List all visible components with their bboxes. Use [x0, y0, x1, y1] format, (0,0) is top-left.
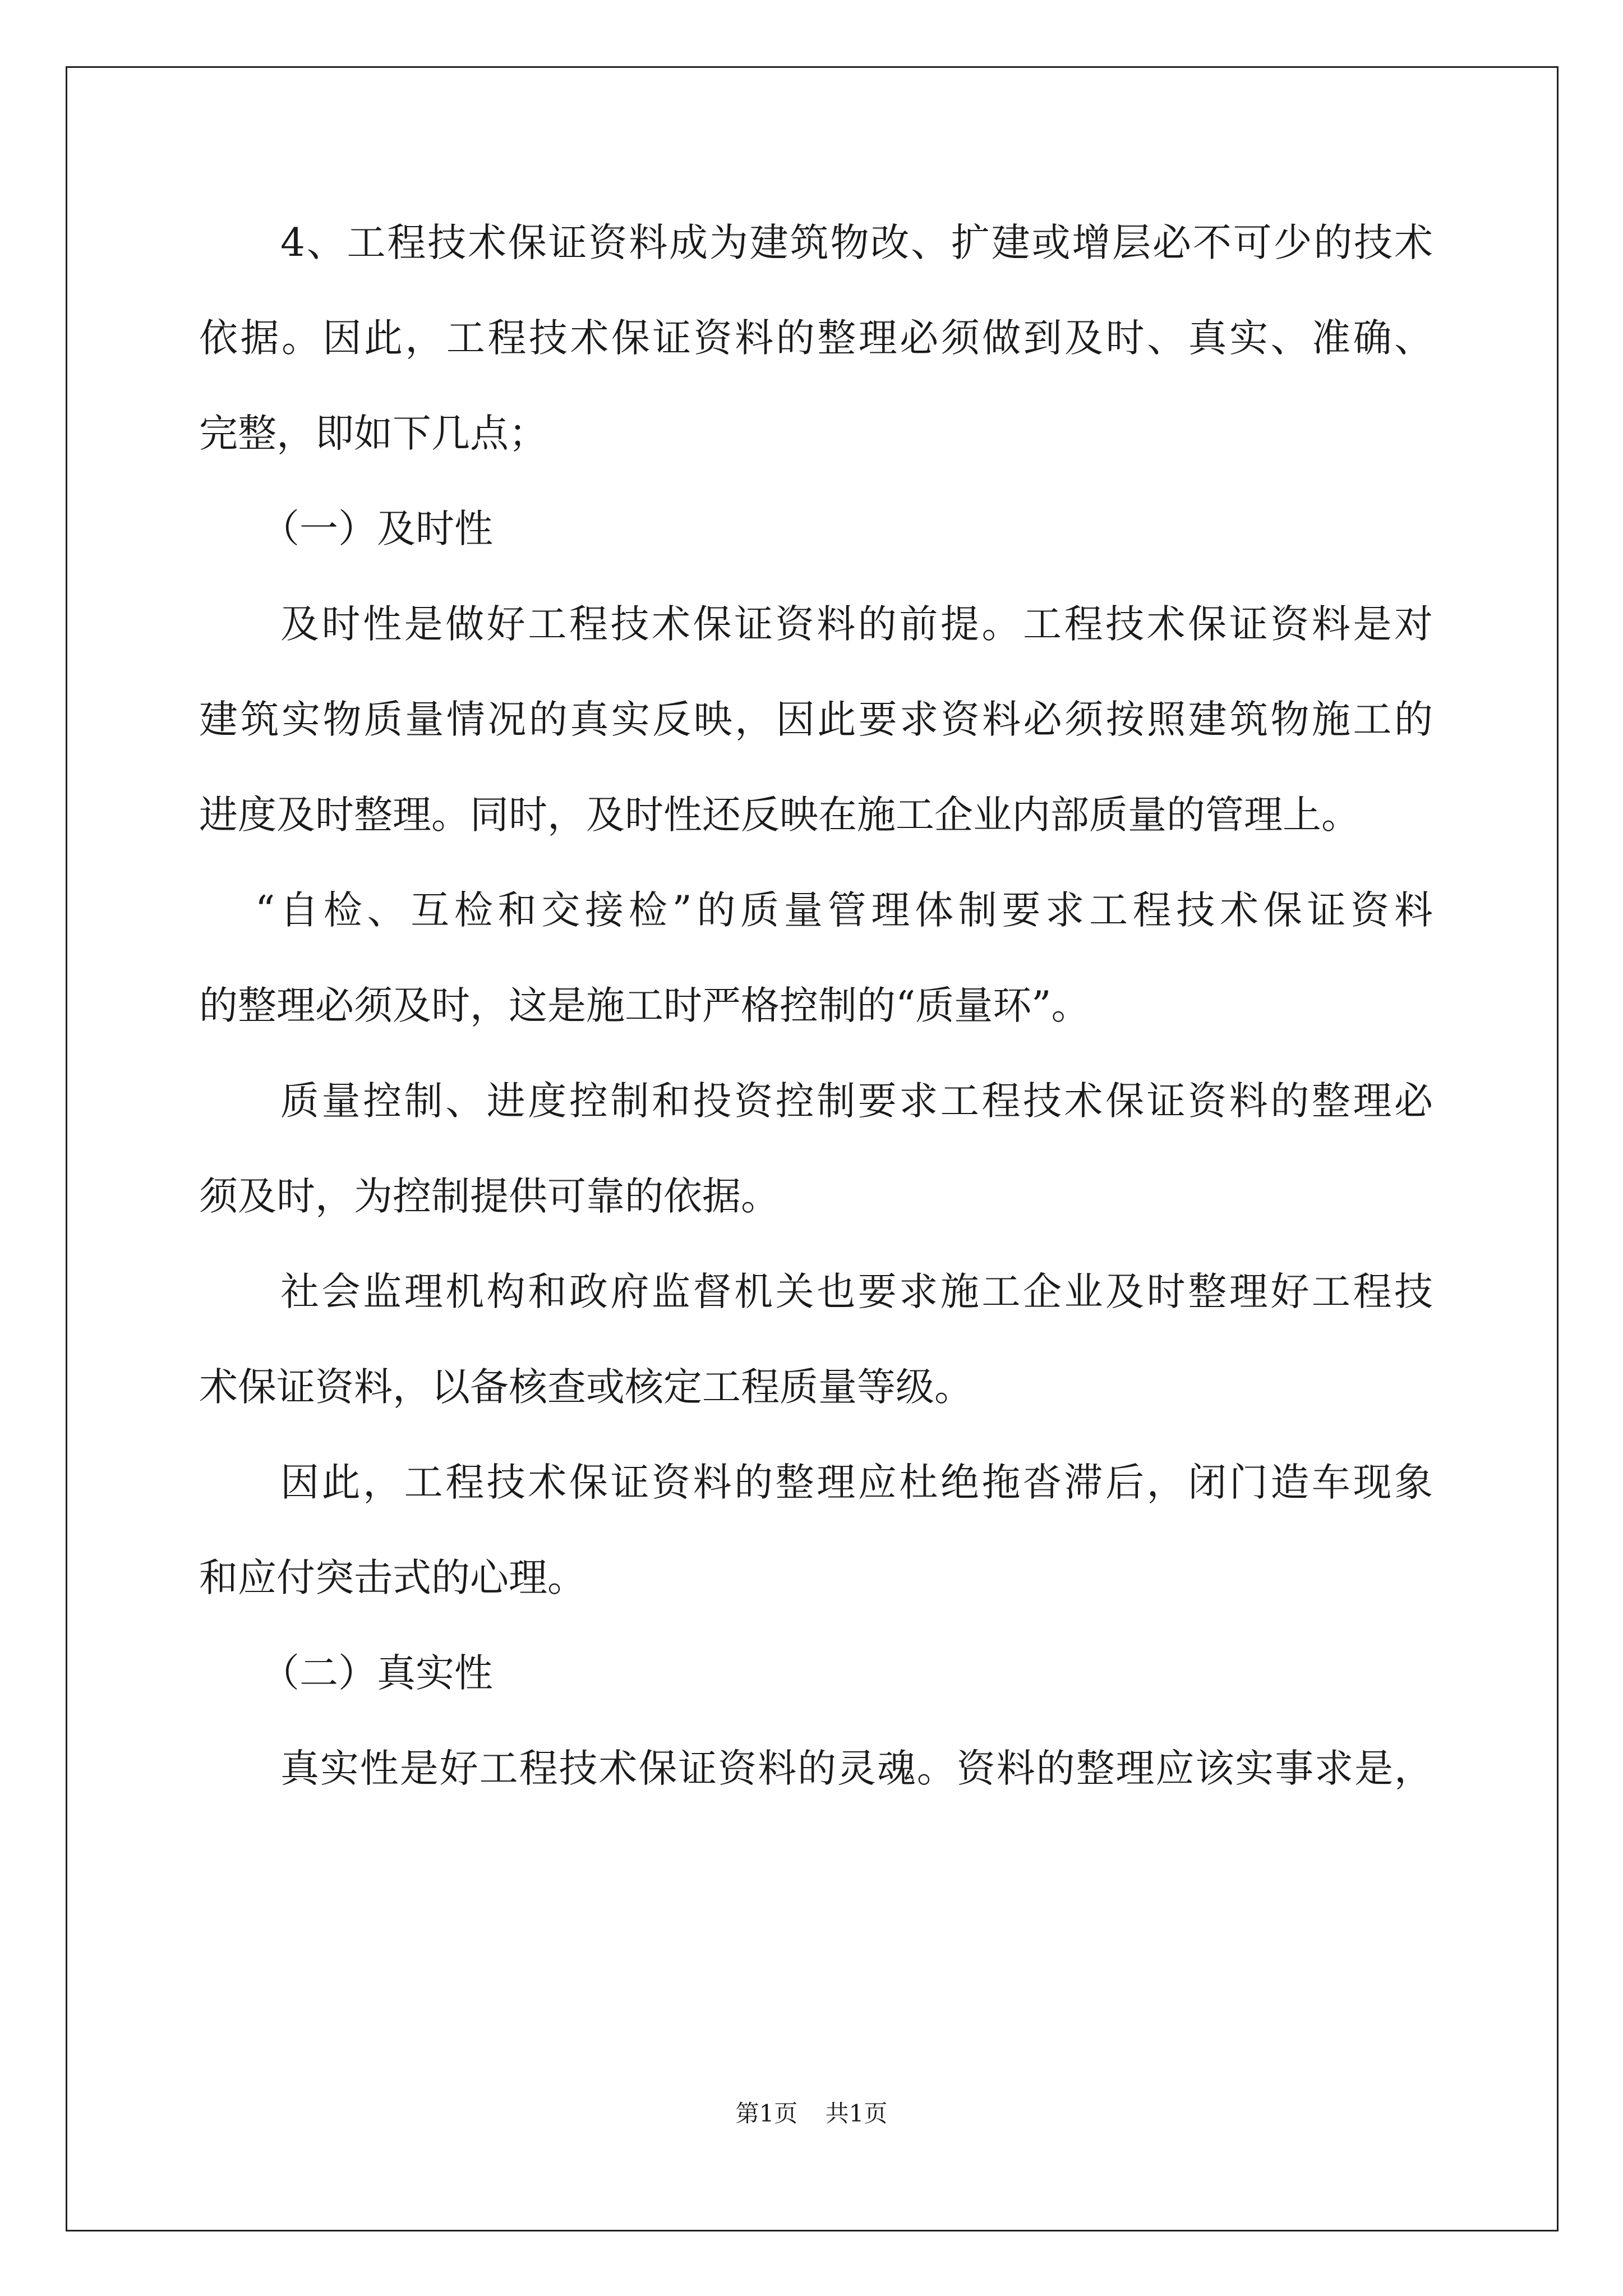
paragraph-line: 完整，即如下几点；: [199, 411, 547, 456]
paragraph-line: 4、工程技术保证资料成为建筑物改、扩建或增层必不可少的技术: [280, 220, 1433, 265]
paragraph-line: 质量控制、进度控制和投资控制要求工程技术保证资料的整理必: [280, 1079, 1433, 1124]
paragraph-line: 术保证资料，以备核查或核定工程质量等级。: [199, 1365, 973, 1410]
paragraph-line: 真实性是好工程技术保证资料的灵魂。资料的整理应该实事求是，: [280, 1746, 1433, 1791]
page-border: [66, 66, 1559, 2231]
paragraph-line: 因此，工程技术保证资料的整理应杜绝拖沓滞后，闭门造车现象: [280, 1460, 1433, 1505]
page-number-total: 共1页: [825, 2100, 888, 2127]
page-footer: [0, 2098, 1623, 2129]
paragraph-line: 依据。因此，工程技术保证资料的整理必须做到及时、真实、准确、: [199, 316, 1433, 361]
paragraph-line: 社会监理机构和政府监督机关也要求施工企业及时整理好工程技: [280, 1269, 1433, 1314]
paragraph-line: 及时性是做好工程技术保证资料的前提。工程技术保证资料是对: [280, 602, 1433, 647]
section-heading: （二）真实性: [261, 1651, 493, 1696]
paragraph-line: 进度及时整理。同时，及时性还反映在施工企业内部质量的管理上。: [199, 793, 1360, 838]
paragraph-line: 的整理必须及时，这是施工时严格控制的“质量环”。: [199, 983, 1090, 1028]
paragraph-line: 须及时，为控制提供可靠的依据。: [199, 1174, 780, 1219]
page-number-current: 第1页: [735, 2100, 798, 2127]
paragraph-line: 建筑实物质量情况的真实反映，因此要求资料必须按照建筑物施工的: [199, 697, 1433, 742]
paragraph-line: “自检、互检和交接检”的质量管理体制要求工程技术保证资料: [255, 888, 1433, 933]
paragraph-line: 和应付突击式的心理。: [199, 1556, 586, 1600]
section-heading: （一）及时性: [261, 507, 493, 551]
